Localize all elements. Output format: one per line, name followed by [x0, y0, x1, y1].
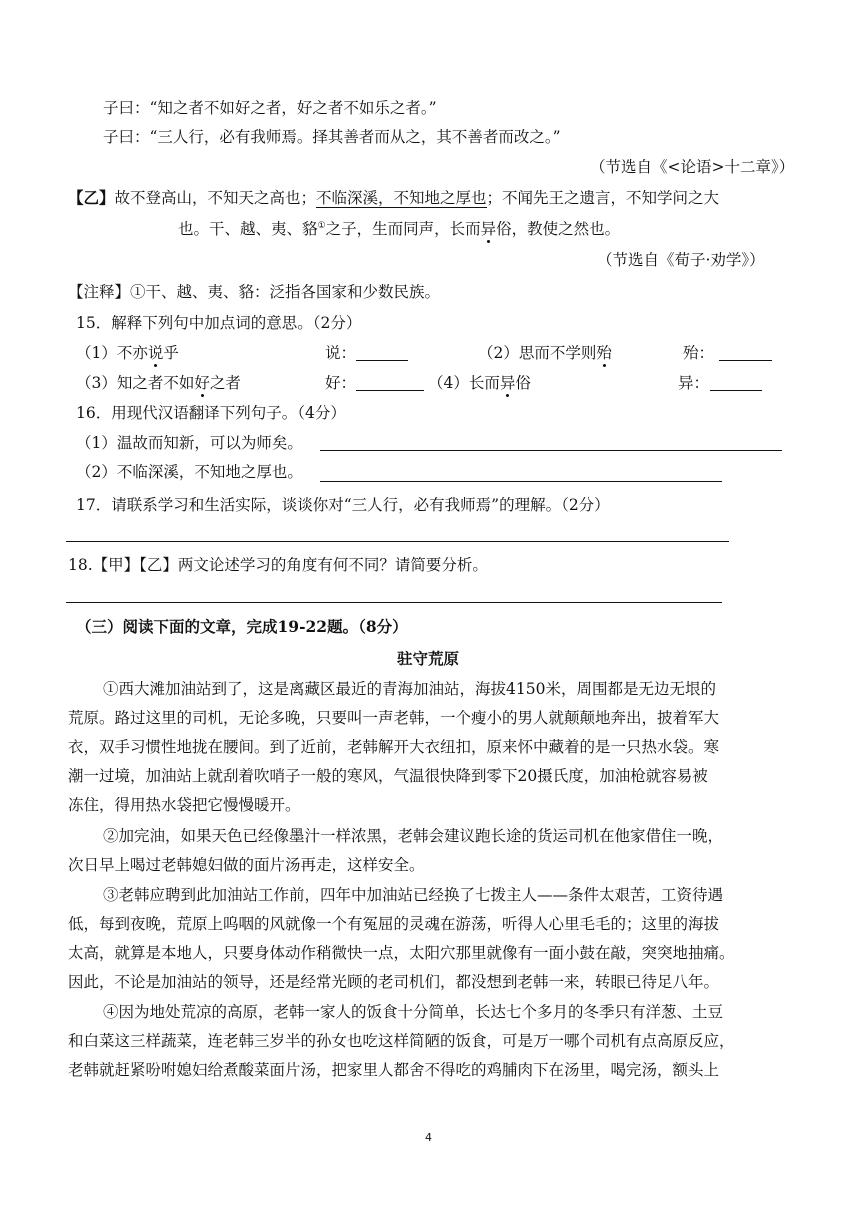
- answer-blank[interactable]: [710, 390, 762, 391]
- paragraph-line: 冻住，得用热水袋把它慢慢暖开。: [68, 796, 301, 814]
- question-17: 17．请联系学习和生活实际，谈谈你对“三人行，必有我师焉”的理解。（2分）: [76, 496, 610, 514]
- yi-text-b: ；不闻先王之遗言，不知学问之大: [486, 189, 720, 207]
- yi-text-e: 俗，教使之然也。: [496, 220, 621, 238]
- paragraph-line: ③老韩应聘到此加油站工作前，四年中加油站已经换了七拨主人——条件太艰苦，工资待遇: [103, 886, 724, 904]
- question-15: 15．解释下列句中加点词的意思。（2分）: [76, 314, 362, 332]
- jia-source: （节选自《<论语>十二章》）: [590, 158, 795, 176]
- answer-line[interactable]: [66, 602, 722, 603]
- answer-line[interactable]: [320, 481, 722, 482]
- q15-item-4: （4）长而异俗: [428, 374, 531, 392]
- paragraph-line: ④因为地处荒凉的高原，老韩一家人的饭食十分简单，长达七个多月的冬季只有洋葱、土豆: [103, 1003, 724, 1021]
- paragraph-line: 荒原。路过这里的司机，无论多晚，只要叫一声老韩，一个瘦小的男人就颠颠地奔出，披着军大: [68, 709, 720, 727]
- page-number: 4: [425, 1131, 432, 1144]
- section-3-heading: （三）阅读下面的文章，完成19-22题。（8分）: [76, 617, 408, 636]
- dotted-word: 好: [194, 374, 210, 392]
- q15-answer-label-2: 殆：: [683, 344, 715, 362]
- question-18: 18.【甲】【乙】两文论述学习的角度有何不同？请简要分析。: [68, 556, 488, 574]
- dotted-word: 异: [480, 220, 497, 238]
- paragraph-line: ②加完油，如果天色已经像墨汁一样浓黑，老韩会建议跑长途的货运司机在他家借住一晚，: [103, 827, 724, 845]
- yi-line-1: [68, 187, 719, 209]
- answer-blank[interactable]: [356, 390, 424, 391]
- dotted-word: 殆: [596, 344, 612, 362]
- q15-answer-label-1: 说：: [325, 344, 357, 362]
- paragraph-line: 太高，就算是本地人，只要身体动作稍微快一点，太阳穴那里就像有一面小鼓在敲，突突地抽痛。: [68, 944, 735, 962]
- yi-source: （节选自《荀子·劝学》）: [597, 251, 765, 269]
- dotted-word: 说: [147, 344, 164, 362]
- jia-quote-3: 子曰：“知之者不如好之者，好之者不如乐之者。”: [103, 99, 437, 117]
- dotted-word: 异: [499, 374, 516, 392]
- jia-quote-4: 子曰：“三人行，必有我师焉。择其善者而从之，其不善者而改之。”: [103, 128, 561, 146]
- annotation: 【注释】①干、越、夷、貉：泛指各国家和少数民族。: [68, 283, 441, 301]
- note-mark: ①: [317, 220, 326, 231]
- yi-label: 【乙】: [68, 188, 115, 207]
- paragraph-line: ①西大滩加油站到了，这是离藏区最近的青海加油站，海拔4150米，周围都是无边无垠的: [103, 680, 716, 698]
- q16-item-2: （2）不临深溪，不知地之厚也。: [76, 463, 303, 481]
- yi-text-a: 故不登高山，不知天之高也；: [114, 189, 317, 207]
- q15-answer-label-3: 好：: [325, 374, 357, 392]
- yi-text-c: 也。干、越、夷、貉: [178, 220, 318, 238]
- paragraph-line: 因此，不论是加油站的领导，还是经常光顾的老司机们，都没想到老韩一来，转眼已待足八年。: [68, 973, 720, 991]
- q15-answer-label-4: 异：: [678, 374, 710, 392]
- answer-blank[interactable]: [719, 360, 772, 361]
- paragraph-line: 和白菜这三样蔬菜，连老韩三岁半的孙女也吃这样简陋的饭食，可是万一哪个司机有点高原反应，: [68, 1032, 735, 1050]
- q15-item-1: （1）不亦说乎: [76, 344, 179, 362]
- yi-underlined-sentence: 不临深溪，不知地之厚也: [316, 189, 487, 207]
- article-title: 驻守荒原: [397, 649, 460, 668]
- yi-line-2: [178, 218, 620, 240]
- question-16: 16．用现代汉语翻译下列句子。（4分）: [76, 404, 346, 422]
- answer-line[interactable]: [320, 450, 782, 451]
- paragraph-line: 次日早上喝过老韩媳妇做的面片汤再走，这样安全。: [68, 856, 425, 874]
- paragraph-line: 低，每到夜晚，荒原上呜咽的风就像一个有冤屈的灵魂在游荡，听得人心里毛毛的；这里的海拔: [68, 915, 720, 933]
- paragraph-line: 衣，双手习惯性地拢在腰间。到了近前，老韩解开大衣纽扣，原来怀中藏着的是一只热水袋。寒: [68, 738, 720, 756]
- q15-item-2: （2）思而不学则殆: [478, 344, 612, 362]
- yi-text-d: 之子，生而同声，长而: [325, 220, 481, 238]
- q15-item-3: （3）知之者不如好之者: [76, 374, 241, 392]
- paragraph-line: 老韩就赶紧吩咐媳妇给煮酸菜面片汤，把家里人都舍不得吃的鸡脯肉下在汤里，喝完汤，额头上: [68, 1061, 720, 1079]
- answer-blank[interactable]: [356, 360, 408, 361]
- paragraph-line: 潮一过境，加油站上就刮着吹哨子一般的寒风，气温很快降到零下20摄氏度，加油枪就容易被: [68, 767, 708, 785]
- q16-item-1: （1）温故而知新，可以为师矣。: [76, 434, 303, 452]
- answer-line[interactable]: [66, 541, 729, 542]
